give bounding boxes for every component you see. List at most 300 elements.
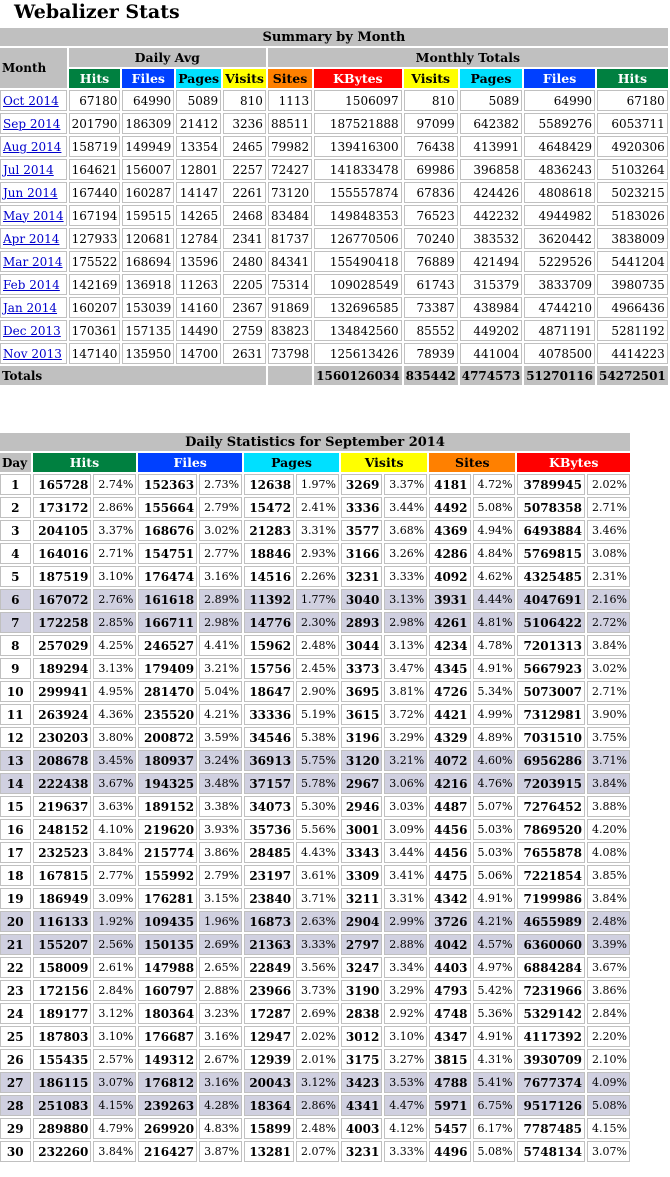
day-hits: 189177 [33,1003,92,1024]
day-pages: 18364 [244,1095,294,1116]
day-pages-percent: 2.48% [296,1118,339,1139]
day-hits: 189294 [33,658,92,679]
day-visits-percent: 3.31% [384,888,427,909]
day-hits-percent: 4.10% [93,819,136,840]
day-hits: 248152 [33,819,92,840]
daily-avg-col-hits: Hits [69,69,121,88]
day-files: 189152 [138,796,197,817]
day-kb-percent: 3.67% [587,957,630,978]
day-files-percent: 1.96% [199,911,242,932]
day-visits-percent: 3.53% [384,1072,427,1093]
day-visits: 2838 [341,1003,382,1024]
cell-d-files: 153039 [122,297,174,318]
day-kb-percent: 4.20% [587,819,630,840]
cell-files: 5229526 [524,251,595,272]
day-sites: 4369 [429,520,470,541]
day-visits: 3577 [341,520,382,541]
day-files-percent: 2.65% [199,957,242,978]
day-pages: 37157 [244,773,294,794]
day-hits-percent: 3.12% [93,1003,136,1024]
day-visits: 3231 [341,1141,382,1162]
cell-kbytes: 125613426 [314,343,402,364]
day-files-percent: 2.67% [199,1049,242,1070]
daily-col-hits: Hits [33,453,137,472]
day-pages-percent: 2.30% [296,612,339,633]
day-files-percent: 3.24% [199,750,242,771]
day-kb: 5078358 [517,497,585,518]
cell-d-hits: 167194 [69,205,121,226]
day-pages-percent: 2.45% [296,658,339,679]
day-kb: 5106422 [517,612,585,633]
month-link-text[interactable]: Mar 2014 [3,254,63,269]
day-hits: 219637 [33,796,92,817]
cell-d-pages: 12784 [176,228,221,249]
month-link-text[interactable]: Jun 2014 [3,185,58,200]
day-sites: 4234 [429,635,470,656]
cell-d-hits: 142169 [69,274,121,295]
day-row [0,1003,630,1024]
day-files: 179409 [138,658,197,679]
cell-kbytes: 155557874 [314,182,402,203]
monthly-col-visits: Visits [404,69,458,88]
day-hits-percent: 2.74% [93,474,136,495]
day-sites: 4345 [429,658,470,679]
month-link[interactable] [0,113,67,134]
day-files: 216427 [138,1141,197,1162]
day-row [0,589,630,610]
cell-d-files: 168694 [122,251,174,272]
day-pages: 21283 [244,520,294,541]
day-row [0,865,630,886]
daily-avg-col-files: Files [122,69,174,88]
day-number: 8 [0,635,31,656]
day-number: 3 [0,520,31,541]
cell-pages: 438984 [460,297,522,318]
day-files: 166711 [138,612,197,633]
day-number: 27 [0,1072,31,1093]
day-visits-percent: 3.13% [384,635,427,656]
month-row [0,136,668,157]
day-files-percent: 4.41% [199,635,242,656]
cell-sites: 72427 [268,159,312,180]
day-visits: 3190 [341,980,382,1001]
day-visits: 3044 [341,635,382,656]
day-visits-percent: 3.26% [384,543,427,564]
day-pages-percent: 1.97% [296,474,339,495]
day-row [0,543,630,564]
month-link[interactable] [0,297,67,318]
day-hits: 232523 [33,842,92,863]
cell-d-pages: 14160 [176,297,221,318]
day-kb: 4047691 [517,589,585,610]
day-kb-percent: 2.02% [587,474,630,495]
day-visits: 3012 [341,1026,382,1047]
month-header: Month [0,48,67,88]
day-pages-percent: 5.78% [296,773,339,794]
day-files-percent: 4.83% [199,1118,242,1139]
day-kb: 5329142 [517,1003,585,1024]
day-sites: 5457 [429,1118,470,1139]
day-sites: 4329 [429,727,470,748]
month-link-text[interactable]: Jul 2014 [3,162,54,177]
cell-sites: 73798 [268,343,312,364]
cell-hits: 3838009 [597,228,668,249]
month-link-text[interactable]: Apr 2014 [3,231,60,246]
day-number: 23 [0,980,31,1001]
cell-hits: 6053711 [597,113,668,134]
month-link[interactable] [0,136,67,157]
day-number: 14 [0,773,31,794]
cell-d-pages: 14265 [176,205,221,226]
day-files: 215774 [138,842,197,863]
day-row [0,911,630,932]
cell-kbytes: 155490418 [314,251,402,272]
day-visits-percent: 2.99% [384,911,427,932]
day-visits: 3309 [341,865,382,886]
day-kb-percent: 2.48% [587,911,630,932]
cell-kbytes: 126770506 [314,228,402,249]
day-row [0,704,630,725]
cell-kbytes: 109028549 [314,274,402,295]
day-visits-percent: 3.21% [384,750,427,771]
day-sites-percent: 4.91% [473,888,516,909]
day-kb-percent: 3.88% [587,796,630,817]
day-visits-percent: 2.88% [384,934,427,955]
day-kb-percent: 2.20% [587,1026,630,1047]
day-sites: 5971 [429,1095,470,1116]
day-row [0,520,630,541]
day-files: 155992 [138,865,197,886]
day-hits-percent: 4.25% [93,635,136,656]
day-pages: 13281 [244,1141,294,1162]
day-files-percent: 3.87% [199,1141,242,1162]
totals-files: 51270116 [524,366,595,385]
day-number: 25 [0,1026,31,1047]
day-visits-percent: 3.41% [384,865,427,886]
day-pages-percent: 4.43% [296,842,339,863]
cell-files: 3620442 [524,228,595,249]
month-link[interactable] [0,182,67,203]
day-hits: 116133 [33,911,92,932]
day-visits: 3423 [341,1072,382,1093]
cell-d-hits: 201790 [69,113,121,134]
day-kb-percent: 3.08% [587,543,630,564]
day-visits: 3196 [341,727,382,748]
month-link-text[interactable]: Nov 2013 [3,346,62,361]
cell-d-pages: 13596 [176,251,221,272]
totals-sites-blank [268,366,312,385]
cell-visits: 69986 [404,159,458,180]
day-sites-percent: 4.94% [473,520,516,541]
month-link[interactable] [0,159,67,180]
cell-d-hits: 164621 [69,159,121,180]
cell-sites: 81737 [268,228,312,249]
day-sites: 4342 [429,888,470,909]
day-sites-percent: 5.36% [473,1003,516,1024]
day-row [0,842,630,863]
cell-d-pages: 21412 [176,113,221,134]
day-sites-percent: 4.91% [473,658,516,679]
day-hits: 173172 [33,497,92,518]
day-visits: 4341 [341,1095,382,1116]
month-link-text[interactable]: Jan 2014 [3,300,58,315]
day-pages-percent: 2.07% [296,1141,339,1162]
summary-table [0,26,670,387]
day-row [0,957,630,978]
day-kb: 3789945 [517,474,585,495]
day-sites: 4748 [429,1003,470,1024]
day-pages: 15962 [244,635,294,656]
cell-visits: 76438 [404,136,458,157]
cell-sites: 88511 [268,113,312,134]
day-files-percent: 5.04% [199,681,242,702]
day-hits-percent: 3.67% [93,773,136,794]
cell-hits: 5281192 [597,320,668,341]
cell-d-files: 186309 [122,113,174,134]
day-files-percent: 3.16% [199,566,242,587]
day-visits-percent: 3.27% [384,1049,427,1070]
day-visits: 3175 [341,1049,382,1070]
day-pages: 21363 [244,934,294,955]
day-visits-percent: 3.06% [384,773,427,794]
day-kb: 5073007 [517,681,585,702]
day-header: Day [0,453,31,472]
day-pages: 22849 [244,957,294,978]
day-kb: 7199986 [517,888,585,909]
day-hits-percent: 2.71% [93,543,136,564]
cell-pages: 396858 [460,159,522,180]
day-row [0,474,630,495]
cell-visits: 73387 [404,297,458,318]
day-sites: 4487 [429,796,470,817]
month-link-text[interactable]: May 2014 [3,208,64,223]
day-files: 152363 [138,474,197,495]
day-visits: 3040 [341,589,382,610]
month-link[interactable] [0,274,67,295]
month-link-text[interactable]: Aug 2014 [3,139,62,154]
day-hits: 299941 [33,681,92,702]
day-kb-percent: 2.84% [587,1003,630,1024]
day-files-percent: 3.16% [199,1072,242,1093]
day-files-percent: 3.38% [199,796,242,817]
day-kb: 7655878 [517,842,585,863]
day-sites-percent: 4.78% [473,635,516,656]
day-kb: 7677374 [517,1072,585,1093]
day-sites-percent: 4.62% [473,566,516,587]
day-sites-percent: 5.42% [473,980,516,1001]
day-pages: 33336 [244,704,294,725]
day-visits-percent: 3.81% [384,681,427,702]
day-hits-percent: 3.84% [93,1141,136,1162]
day-files: 176687 [138,1026,197,1047]
daily-avg-header: Daily Avg [69,48,266,67]
day-pages: 34073 [244,796,294,817]
day-hits-percent: 3.10% [93,1026,136,1047]
day-visits: 2904 [341,911,382,932]
day-sites-percent: 5.08% [473,497,516,518]
day-visits-percent: 3.44% [384,842,427,863]
day-sites: 3931 [429,589,470,610]
day-pages: 15756 [244,658,294,679]
cell-kbytes: 139416300 [314,136,402,157]
day-number: 20 [0,911,31,932]
day-kb: 3930709 [517,1049,585,1070]
cell-hits: 4920306 [597,136,668,157]
cell-d-visits: 2480 [223,251,266,272]
month-link[interactable] [0,320,67,341]
day-visits: 2893 [341,612,382,633]
cell-d-visits: 2465 [223,136,266,157]
month-link[interactable] [0,343,67,364]
cell-visits: 810 [404,90,458,111]
day-row [0,658,630,679]
cell-d-visits: 810 [223,90,266,111]
day-kb: 6493884 [517,520,585,541]
day-files-percent: 2.69% [199,934,242,955]
day-visits-percent: 3.47% [384,658,427,679]
day-pages-percent: 2.90% [296,681,339,702]
day-kb: 6956286 [517,750,585,771]
day-hits-percent: 2.76% [93,589,136,610]
cell-sites: 83823 [268,320,312,341]
cell-d-visits: 3236 [223,113,266,134]
day-hits-percent: 4.15% [93,1095,136,1116]
totals-visits: 835442 [404,366,458,385]
day-number: 7 [0,612,31,633]
day-sites-percent: 4.21% [473,911,516,932]
day-sites: 4286 [429,543,470,564]
cell-d-files: 136918 [122,274,174,295]
month-link-text[interactable]: Dec 2013 [3,323,61,338]
day-hits: 158009 [33,957,92,978]
day-files-percent: 2.89% [199,589,242,610]
day-number: 12 [0,727,31,748]
monthly-col-hits: Hits [597,69,668,88]
day-row [0,750,630,771]
day-kb-percent: 2.71% [587,681,630,702]
cell-sites: 73120 [268,182,312,203]
month-link-text[interactable]: Oct 2014 [3,93,59,108]
day-sites-percent: 4.84% [473,543,516,564]
month-link-text[interactable]: Feb 2014 [3,277,60,292]
day-files-percent: 3.93% [199,819,242,840]
day-pages: 14516 [244,566,294,587]
day-row [0,727,630,748]
day-visits: 3211 [341,888,382,909]
day-sites-percent: 4.76% [473,773,516,794]
day-pages-percent: 3.31% [296,520,339,541]
day-number: 9 [0,658,31,679]
day-row [0,1072,630,1093]
day-hits: 186115 [33,1072,92,1093]
cell-d-files: 120681 [122,228,174,249]
day-sites: 4421 [429,704,470,725]
day-files: 219620 [138,819,197,840]
day-pages: 17287 [244,1003,294,1024]
day-sites-percent: 4.57% [473,934,516,955]
cell-visits: 67836 [404,182,458,203]
day-hits: 164016 [33,543,92,564]
day-row [0,681,630,702]
month-link[interactable] [0,205,67,226]
day-number: 15 [0,796,31,817]
totals-hits: 54272501 [597,366,668,385]
month-row [0,228,668,249]
day-files-percent: 3.02% [199,520,242,541]
day-number: 30 [0,1141,31,1162]
day-hits: 289880 [33,1118,92,1139]
totals-pages: 4774573 [460,366,522,385]
day-sites-percent: 5.34% [473,681,516,702]
cell-files: 3833709 [524,274,595,295]
day-hits: 186949 [33,888,92,909]
day-hits: 251083 [33,1095,92,1116]
day-visits: 3695 [341,681,382,702]
day-visits: 3166 [341,543,382,564]
day-number: 18 [0,865,31,886]
day-sites: 4456 [429,842,470,863]
month-link-text[interactable]: Sep 2014 [3,116,61,131]
day-hits-percent: 4.36% [93,704,136,725]
page-title: Webalizer Stats [14,1,180,23]
daily-col-files: Files [138,453,242,472]
daily-col-kbytes: KBytes [517,453,630,472]
cell-visits: 61743 [404,274,458,295]
day-row [0,566,630,587]
day-sites: 3726 [429,911,470,932]
day-sites-percent: 4.89% [473,727,516,748]
day-visits: 3343 [341,842,382,863]
day-hits: 263924 [33,704,92,725]
month-link[interactable] [0,251,67,272]
day-row [0,1141,630,1162]
day-pages-percent: 5.30% [296,796,339,817]
day-visits: 3269 [341,474,382,495]
day-files: 155664 [138,497,197,518]
day-row [0,980,630,1001]
day-files: 246527 [138,635,197,656]
day-files: 269920 [138,1118,197,1139]
day-sites: 4456 [429,819,470,840]
day-visits-percent: 3.09% [384,819,427,840]
day-sites: 4092 [429,566,470,587]
cell-d-hits: 127933 [69,228,121,249]
monthly-totals-header: Monthly Totals [268,48,668,67]
day-row [0,612,630,633]
day-files: 180364 [138,1003,197,1024]
day-kb: 7312981 [517,704,585,725]
day-hits-percent: 2.56% [93,934,136,955]
day-pages: 35736 [244,819,294,840]
day-kb-percent: 3.46% [587,520,630,541]
day-visits-percent: 3.03% [384,796,427,817]
day-sites: 4793 [429,980,470,1001]
cell-files: 4871191 [524,320,595,341]
cell-hits: 5103264 [597,159,668,180]
cell-hits: 4966436 [597,297,668,318]
day-number: 26 [0,1049,31,1070]
day-sites: 4347 [429,1026,470,1047]
cell-pages: 441004 [460,343,522,364]
month-link[interactable] [0,228,67,249]
day-visits: 3001 [341,819,382,840]
day-number: 10 [0,681,31,702]
day-hits-percent: 4.95% [93,681,136,702]
cell-d-visits: 2261 [223,182,266,203]
month-link[interactable] [0,90,67,111]
cell-d-pages: 14700 [176,343,221,364]
day-row [0,635,630,656]
